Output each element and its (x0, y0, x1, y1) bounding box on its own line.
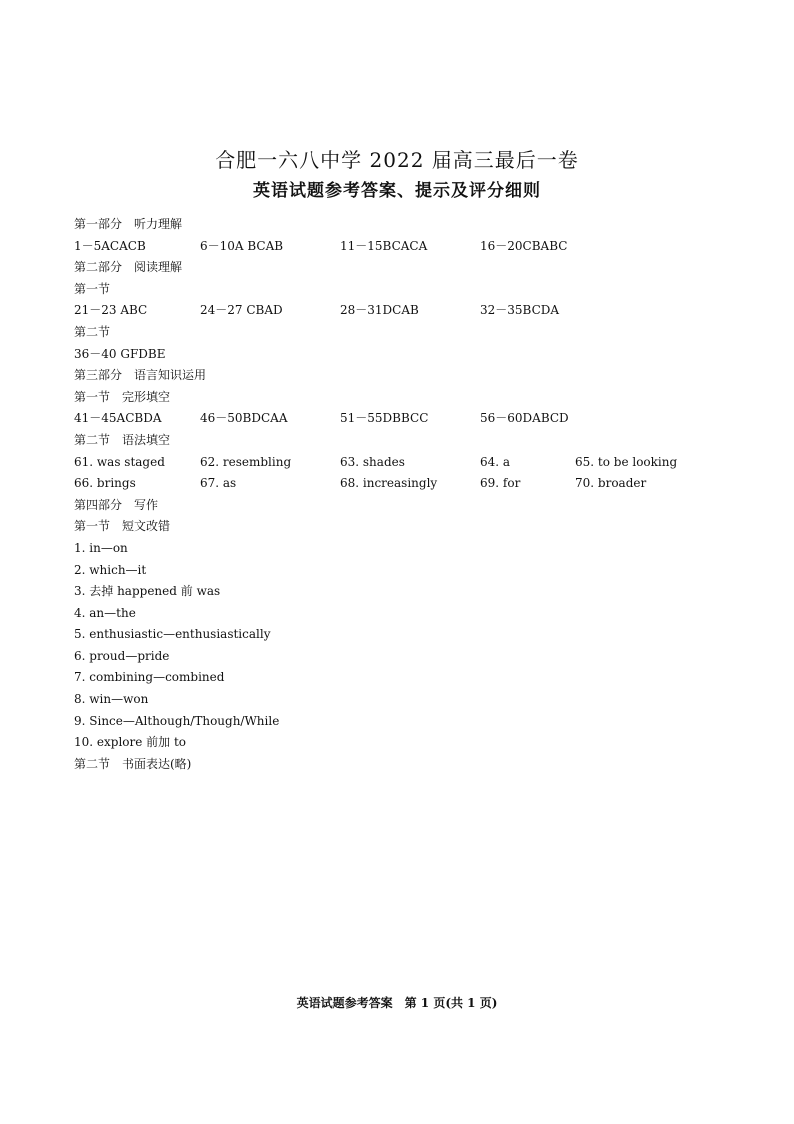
grammar-answer: 65. to be looking (575, 454, 678, 469)
part4-section2-heading: 第二节 书面表达(略) (74, 756, 192, 771)
answer-group: 21－23 ABC (74, 303, 148, 318)
answer-group: 28－31DCAB (340, 303, 419, 318)
grammar-answers-row (74, 452, 734, 474)
correction-item: 5. enthusiastic—enthusiastically (74, 627, 271, 642)
answer-group: 1－5ACACB (74, 238, 146, 253)
correction-item: 10. explore 前加 to (74, 735, 187, 750)
part4-section1-heading: 第一节 短文改错 (74, 519, 171, 534)
grammar-answer: 62. resembling (200, 454, 292, 469)
answer-group: 41－45ACBDA (74, 411, 162, 426)
part3-section1-answers-row (74, 408, 734, 430)
correction-item: 4. an—the (74, 605, 136, 620)
grammar-answer: 64. a (480, 454, 511, 469)
grammar-answer: 67. as (200, 476, 237, 491)
correction-item: 3. 去掉 happened 前 was (74, 584, 221, 599)
grammar-answer: 69. for (480, 476, 521, 491)
answer-group: 16－20CBABC (480, 238, 568, 253)
answer-group: 56－60DABCD (480, 411, 569, 426)
part3-heading: 第三部分 语言知识运用 (74, 368, 207, 383)
part3-section2-heading: 第二节 语法填空 (74, 432, 171, 447)
grammar-answer: 70. broader (575, 476, 647, 491)
document-subtitle: 英语试题参考答案、提示及评分细则 (253, 181, 541, 201)
answer-group: 32－35BCDA (480, 303, 560, 318)
correction-item: 1. in—on (74, 540, 128, 555)
grammar-answer: 66. brings (74, 476, 136, 491)
answer-key (74, 214, 734, 775)
correction-item: 6. proud—pride (74, 648, 170, 663)
part2-section2-heading: 第二节 (74, 324, 111, 339)
answer-group: 51－55DBBCC (340, 411, 429, 426)
answer-group: 36－40 GFDBE (74, 346, 166, 361)
part4-heading: 第四部分 写作 (74, 497, 159, 512)
answer-group: 11－15BCACA (340, 238, 428, 253)
grammar-answer: 68. increasingly (340, 476, 438, 491)
part2-section1-answers-row (74, 300, 734, 322)
document-title: 合肥一六八中学 2022 届高三最后一卷 (215, 148, 579, 172)
part3-section1-heading: 第一节 完形填空 (74, 389, 171, 404)
grammar-answer: 63. shades (340, 454, 405, 469)
answer-group: 24－27 CBAD (200, 303, 283, 318)
correction-item: 2. which—it (74, 562, 147, 577)
part2-section1-heading: 第一节 (74, 281, 111, 296)
grammar-answer: 61. was staged (74, 454, 165, 469)
part1-answers-row (74, 236, 734, 258)
correction-item: 9. Since—Although/Though/While (74, 713, 280, 728)
page-footer: 英语试题参考答案 第 1 页(共 1 页) (296, 996, 498, 1010)
answer-group: 46－50BDCAA (200, 411, 288, 426)
correction-item: 8. win—won (74, 692, 149, 707)
part2-section2-answers-row (74, 344, 734, 366)
grammar-answers-row (74, 473, 734, 495)
answer-group: 6－10A BCAB (200, 238, 284, 253)
correction-item: 7. combining—combined (74, 670, 225, 685)
part2-heading: 第二部分 阅读理解 (74, 260, 183, 275)
part1-heading: 第一部分 听力理解 (74, 217, 183, 231)
